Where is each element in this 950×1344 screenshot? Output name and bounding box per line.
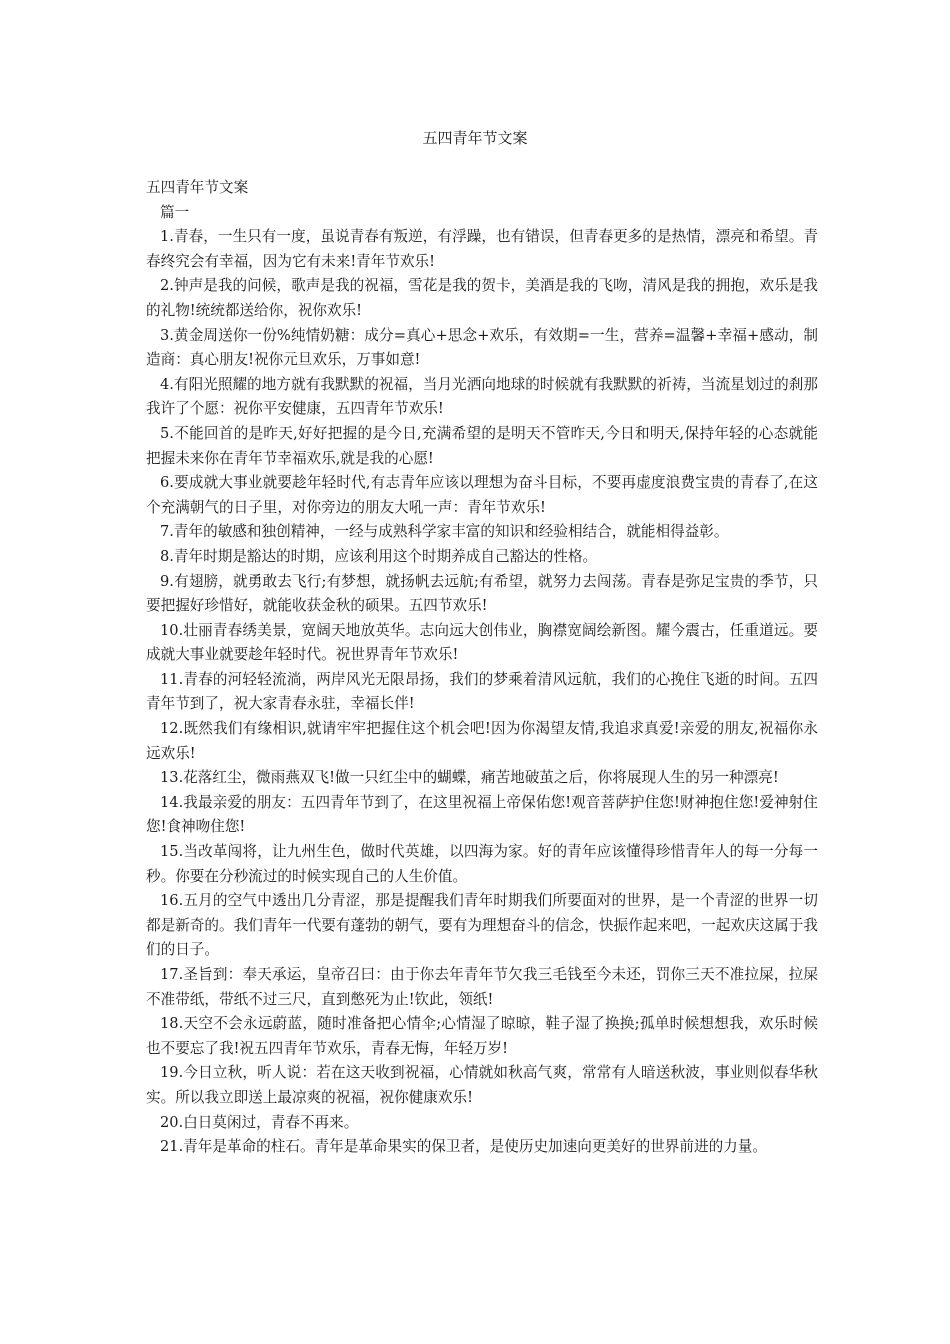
section-heading: 篇一	[160, 203, 190, 221]
list-item: 15.当改革闯将，让九州生色，做时代英雄，以四海为家。好的青年应该懂得珍惜青年人的每一分每一秒。你要在分秒流过的时候实现自己的人生价值。	[146, 843, 818, 885]
list-item: 11.青春的河轻轻流淌，两岸风光无限昂扬，我们的梦乘着清风远航，我们的心挽住飞逝的时间。五四青年节到了，祝大家青春永驻，幸福长伴!	[146, 670, 818, 713]
list-item: 19.今日立秋，听人说：若在这天收到祝福，心情就如秋高气爽，常常有人暗送秋波，事业则似春华秋实。所以我立即送上最凉爽的祝福，祝你健康欢乐!	[146, 1064, 818, 1106]
list-item: 7.青年的敏感和独创精神，一经与成熟科学家丰富的知识和经验相结合，就能相得益彰。	[160, 523, 729, 541]
list-item: 5.不能回首的是昨天,好好把握的是今日,充满希望的是明天不管昨天,今日和明天,保持年轻的心态就能把握未来你在青年节幸福欢乐,就是我的心愿!	[146, 424, 818, 467]
list-item: 17.圣旨到：奉天承运，皇帝召曰：由于你去年青年节欠我三毛钱至今未还，罚你三天不准拉屎，拉屎不准带纸，带纸不过三尺，直到憋死为止!钦此，领纸!	[146, 966, 818, 1008]
document-subtitle: 五四青年节文案	[146, 179, 249, 196]
list-item: 10.壮丽青春绣美景，宽阔天地放英华。志向远大创伟业，胸襟宽阔绘新图。耀今震古，任重道远。要成就大事业就要趁年轻时代。祝世界青年节欢乐!	[146, 621, 818, 664]
list-item: 18.天空不会永远蔚蓝，随时准备把心情伞;心情湿了晾晾，鞋子湿了换换;孤单时候想想我，欢乐时候也不要忘了我!祝五四青年节欢乐，青春无悔，年轻万岁!	[146, 1015, 818, 1057]
list-item: 3.黄金周送你一份%纯情奶糖：成分=真心+思念+欢乐，有效期=一生，营养=温馨+幸福+感动，制造商：真心朋友!祝你元旦欢乐，万事如意!	[146, 326, 818, 369]
list-item: 6.要成就大事业就要趁年轻时代,有志青年应该以理想为奋斗目标，不要再虚度浪费宝贵的青春了,在这个充满朝气的日子里，对你旁边的朋友大吼一声：青年节欢乐!	[146, 474, 818, 516]
list-item: 13.花落红尘，微雨燕双飞!做一只红尘中的蝴蝶，痛苦地破茧之后，你将展现人生的另一种漂亮!	[160, 769, 779, 787]
list-item: 8.青年时期是豁达的时期，应该利用这个时期养成自己豁达的性格。	[160, 547, 598, 565]
document-title: 五四青年节文案	[422, 129, 528, 147]
list-item: 21.青年是革命的柱石。青年是革命果实的保卫者，是使历史加速向更美好的世界前进的力量。	[160, 1138, 767, 1156]
list-item: 4.有阳光照耀的地方就有我默默的祝福，当月光洒向地球的时候就有我默默的祈祷，当流星划过的刹那我许了个愿：祝你平安健康，五四青年节欢乐!	[146, 375, 818, 418]
list-item: 16.五月的空气中透出几分青涩，那是提醒我们青年时期我们所要面对的世界，是一个青涩的世界一切都是新奇的。我们青年一代要有蓬勃的朝气，要有为理想奋斗的信念，快振作起来吧，一起欢庆这属于我们的日子。	[146, 892, 818, 959]
list-item: 20.白日莫闲过，青春不再来。	[160, 1113, 359, 1131]
document-body	[146, 176, 818, 1160]
list-item: 14.我最亲爱的朋友：五四青年节到了，在这里祝福上帝保佑您!观音菩萨护住您!财神抱住您!爱神射住您!食神吻住您!	[146, 793, 818, 836]
list-item: 1.青春，一生只有一度，虽说青春有叛逆，有浮躁，也有错误，但青春更多的是热情，漂亮和希望。青春终究会有幸福，因为它有未来!青年节欢乐!	[146, 228, 818, 270]
list-item: 12.既然我们有缘相识,就请牢牢把握住这个机会吧!因为你渴望友情,我追求真爱!亲爱的朋友,祝福你永远欢乐!	[146, 720, 818, 762]
list-item: 9.有翅膀，就勇敢去飞行;有梦想，就扬帆去远航;有希望，就努力去闯荡。青春是弥足宝贵的季节，只要把握好珍惜好，就能收获金秋的硕果。五四节欢乐!	[146, 572, 818, 615]
list-item: 2.钟声是我的问候，歌声是我的祝福，雪花是我的贺卡，美酒是我的飞吻，清风是我的拥抱，欢乐是我的礼物!统统都送给你，祝你欢乐!	[146, 277, 818, 319]
